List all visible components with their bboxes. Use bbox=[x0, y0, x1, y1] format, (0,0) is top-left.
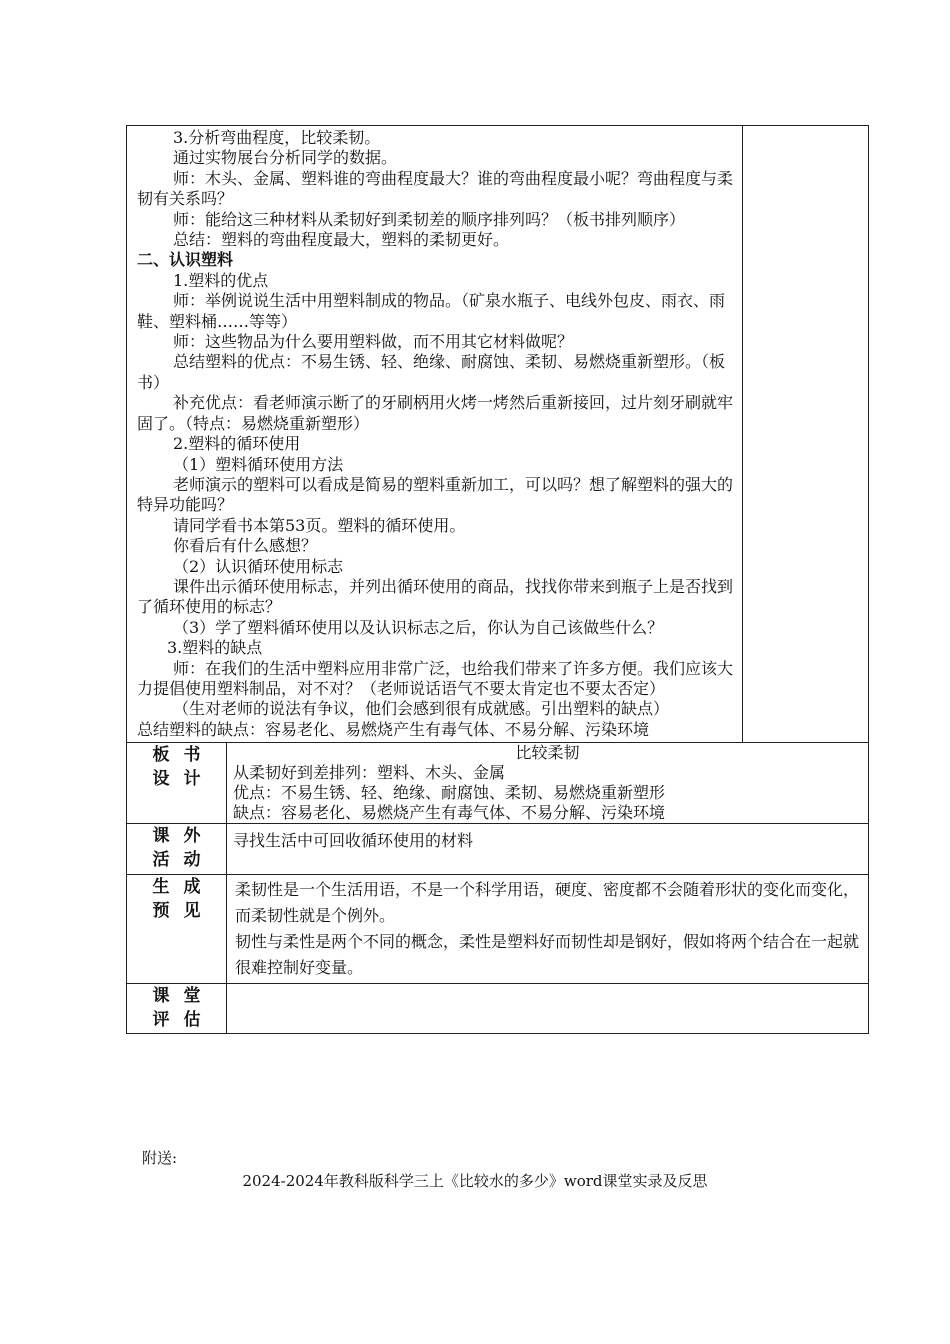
content-paragraph: （2）认识循环使用标志 bbox=[173, 556, 344, 576]
activity-text: 寻找生活中可回收循环使用的材料 bbox=[233, 831, 474, 851]
activity-label-line1: 课外 bbox=[152, 826, 215, 847]
content-paragraph: 通过实物展台分析同学的数据。 bbox=[173, 148, 398, 168]
footer-title: 2024-2024年教科版科学三上《比较水的多少》word课堂实录及反思 bbox=[242, 1172, 708, 1190]
board-line: 缺点：容易老化、易燃烧产生有毒气体、不易分解、污染环境 bbox=[233, 803, 666, 823]
board-line: 从柔韧好到差排列：塑料、木头、金属 bbox=[233, 763, 506, 783]
content-paragraph: 师：能给这三种材料从柔韧好到柔韧差的顺序排列吗？（板书排列顺序） bbox=[173, 209, 686, 229]
content-paragraph: 师：在我们的生活中塑料应用非常广泛，也给我们带来了许多方便。我们应该大力提倡使用塑料制品，对不对？（老师说话语气不要太肯定也不要太否定） bbox=[137, 658, 734, 698]
main-content-cell bbox=[127, 126, 743, 743]
content-paragraph: 1.塑料的优点 bbox=[173, 270, 269, 290]
activity-label bbox=[127, 824, 227, 875]
prediction-paragraph: 柔韧性是一个生活用语，不是一个科学用语，硬度、密度都不会随着形状的变化而变化，而柔韧性就是个例外。 bbox=[235, 880, 860, 926]
prediction-label bbox=[127, 875, 227, 984]
activity-cell bbox=[227, 824, 869, 875]
board-design-cell bbox=[227, 743, 869, 824]
prediction-label-line1: 生成 bbox=[152, 877, 215, 898]
appendix-label: 附送: bbox=[142, 1149, 178, 1167]
content-paragraph: 师：举例说说生活中用塑料制成的物品。（矿泉水瓶子、电线外包皮、雨衣、雨鞋、塑料桶……等等） bbox=[137, 291, 726, 331]
content-paragraph: 课件出示循环使用标志，并列出循环使用的商品，找找你带来到瓶子上是否找到了循环使用的标志？ bbox=[137, 576, 734, 617]
content-paragraph: 总结塑料的缺点：容易老化、易燃烧产生有毒气体、不易分解、污染环境 bbox=[137, 719, 650, 739]
content-paragraph: （生对老师的说法有争议，他们会感到很有成就感。引出塑料的缺点） bbox=[173, 699, 670, 719]
evaluation-label bbox=[127, 984, 227, 1034]
content-paragraph: 2.塑料的循环使用 bbox=[173, 434, 301, 454]
activity-row bbox=[127, 824, 869, 875]
content-paragraph: （3）学了塑料循环使用以及认识标志之后，你认为自己该做些什么？ bbox=[173, 617, 664, 637]
notes-column-cell bbox=[743, 126, 869, 743]
prediction-paragraph: 韧性与柔性是两个不同的概念，柔性是塑料好而韧性却是钢好，假如将两个结合在一起就很难控制好变量。 bbox=[235, 932, 860, 978]
board-title: 比较柔韧 bbox=[515, 743, 580, 763]
prediction-label-line2: 预见 bbox=[152, 901, 215, 922]
section-heading: 二、认识塑料 bbox=[137, 250, 234, 270]
prediction-cell bbox=[227, 875, 869, 984]
board-design-row bbox=[127, 743, 869, 824]
content-paragraph: 师：这些物品为什么要用塑料做，而不用其它材料做呢？ bbox=[173, 332, 574, 352]
evaluation-label-line1: 课堂 bbox=[152, 986, 215, 1007]
content-paragraph: 3.分析弯曲程度，比较柔韧。 bbox=[173, 128, 381, 147]
board-design-label-line1: 板书 bbox=[152, 745, 215, 766]
content-paragraph: 师：木头、金属、塑料谁的弯曲程度最大？谁的弯曲程度最小呢？弯曲程度与柔韧有关系吗？ bbox=[137, 168, 734, 209]
content-paragraph: 补充优点：看老师演示断了的牙刷柄用火烤一烤然后重新接回，过片刻牙刷就牢固了。（特点：易燃烧重新塑形） bbox=[137, 393, 734, 433]
evaluation-row bbox=[127, 984, 869, 1034]
evaluation-cell bbox=[227, 984, 869, 1034]
content-paragraph: 你看后有什么感想？ bbox=[173, 536, 318, 556]
lesson-plan-table bbox=[126, 125, 869, 1034]
board-line: 优点：不易生锈、轻、绝缘、耐腐蚀、柔韧、易燃烧重新塑形 bbox=[233, 783, 666, 803]
content-paragraph: 总结：塑料的弯曲程度最大，塑料的柔韧更好。 bbox=[173, 230, 510, 250]
content-paragraph: 3.塑料的缺点 bbox=[167, 638, 263, 658]
content-paragraph: 总结塑料的优点：不易生锈、轻、绝缘、耐腐蚀、柔韧、易燃烧重新塑形。（板书） bbox=[137, 352, 726, 392]
content-paragraph: （1）塑料循环使用方法 bbox=[173, 454, 344, 474]
evaluation-label-line2: 评估 bbox=[152, 1010, 215, 1031]
board-design-label bbox=[127, 743, 227, 824]
prediction-row bbox=[127, 875, 869, 984]
activity-label-line2: 活动 bbox=[152, 850, 215, 871]
content-paragraph: 老师演示的塑料可以看成是简易的塑料重新加工，可以吗？想了解塑料的强大的特异功能吗？ bbox=[137, 474, 734, 515]
main-content-text bbox=[127, 126, 742, 742]
board-design-label-line2: 设计 bbox=[152, 769, 215, 790]
content-paragraph: 请同学看书本第53页。塑料的循环使用。 bbox=[173, 515, 466, 535]
main-content-row bbox=[127, 126, 869, 743]
